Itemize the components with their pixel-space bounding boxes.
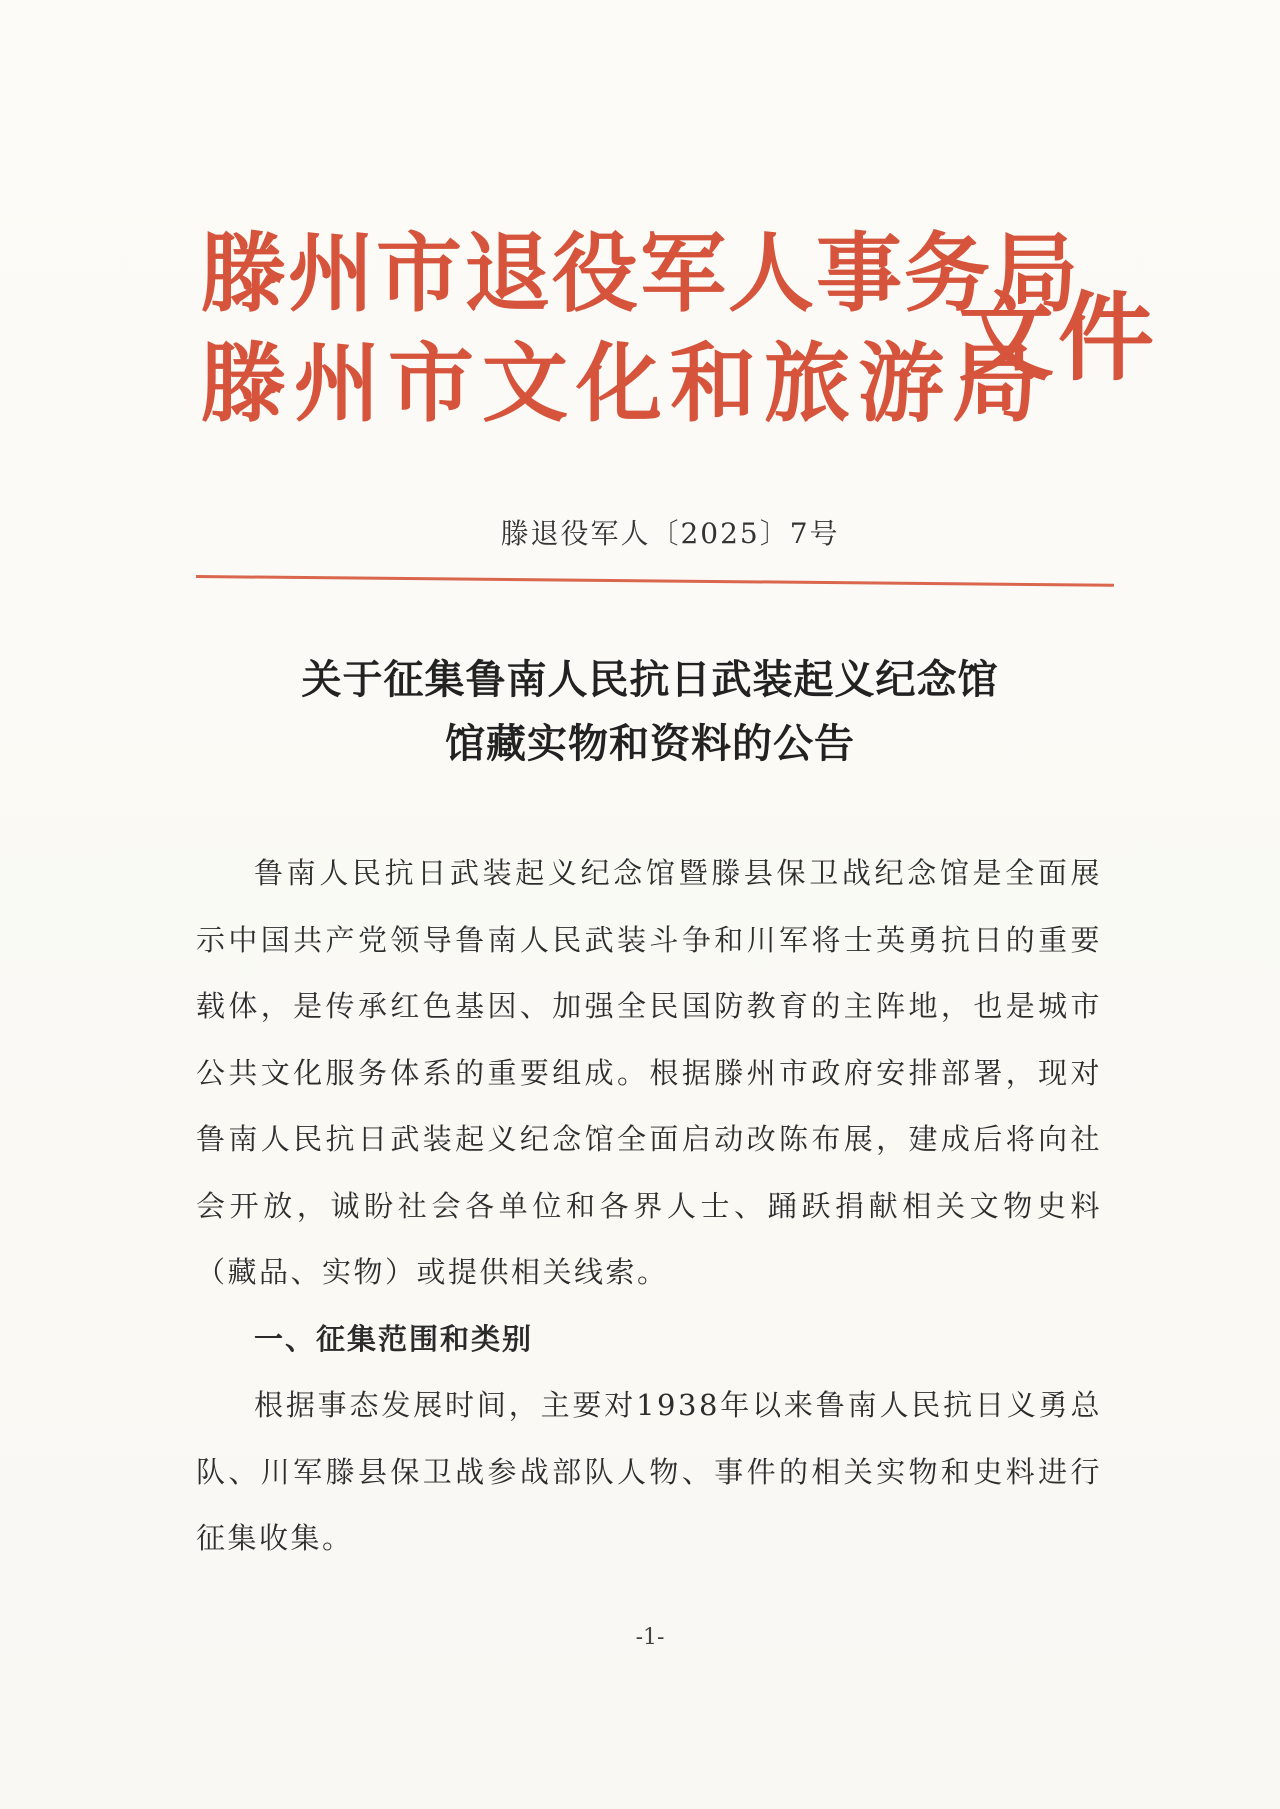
document-type: 文件: [958, 281, 1158, 394]
body-paragraph-2: 根据事态发展时间，主要对1938年以来鲁南人民抗日义勇总队、川军滕县保卫战参战部队人物、事件的相关实物和史料进行征集收集。: [196, 1388, 1102, 1555]
issuer-line-2: 滕州市文化和旅游局: [200, 333, 1046, 434]
document-title: [0, 648, 1280, 776]
issuer-line-1: 滕州市退役军人事务局: [200, 223, 1080, 324]
title-line-1: 关于征集鲁南人民抗日武装起义纪念馆: [301, 656, 999, 703]
body-paragraph-1: 鲁南人民抗日武装起义纪念馆暨滕县保卫战纪念馆是全面展示中国共产党领导鲁南人民武装斗争和川军将士英勇抗日的重要载体，是传承红色基因、加强全民国防教育的主阵地，也是城市公共文化服务体系的重要组成。根据滕州市政府安排部署，现对鲁南人民抗日武装起义纪念馆全面启动改陈布展，建成后将向社会开放，诚盼社会各单位和各界人士、踊跃捐献相关文物史料（藏品、实物）或提供相关线索。: [196, 856, 1102, 1289]
section-1-heading: 一、征集范围和类别: [254, 1321, 534, 1356]
title-line-2: 馆藏实物和资料的公告: [445, 720, 855, 767]
page-number: -1-: [635, 1625, 665, 1650]
header-divider: [196, 575, 1114, 587]
document-body: [196, 840, 1102, 1572]
document-header: [200, 218, 1158, 458]
document-number: 滕退役军人〔2025〕7号: [500, 517, 840, 550]
